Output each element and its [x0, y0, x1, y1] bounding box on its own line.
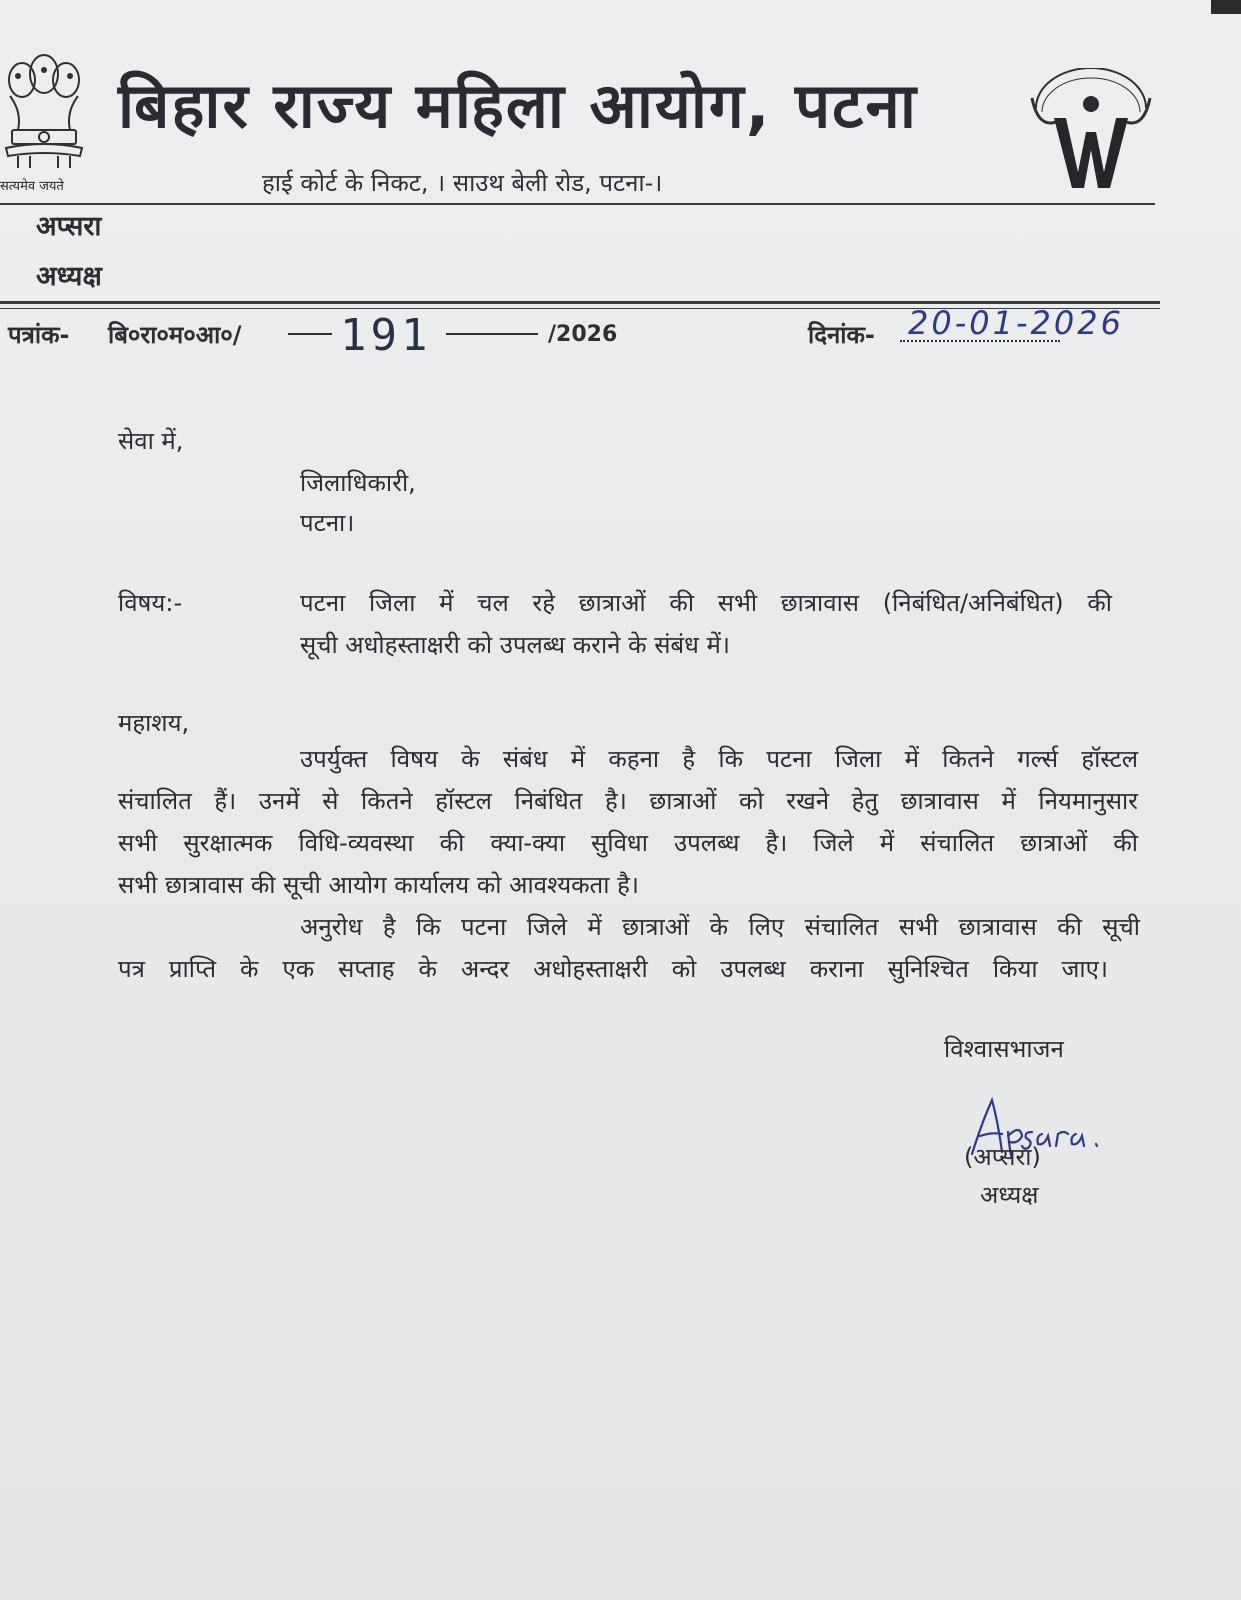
organization-title: बिहार राज्य महिला आयोग, पटना: [118, 69, 918, 142]
subject-label: विषय:-: [118, 589, 183, 617]
letterhead-divider: [0, 203, 1155, 205]
organization-address: हाई कोर्ट के निकट, । साउथ बेली रोड, पटना-।: [262, 169, 663, 197]
subject-line: पटना जिला में चल रहे छात्राओं की सभी छात्रावास (निबंधित/अनिबंधित) की: [300, 589, 1112, 617]
body-line: संचालित हैं। उनमें से कितने हॉस्टल निबंधित है। छात्राओं को रखने हेतु छात्रावास में नियमानुसार: [118, 787, 1138, 815]
date-label: दिनांक-: [808, 321, 875, 349]
date-value: 20-01-2026: [908, 304, 1124, 342]
reference-dash: [446, 333, 538, 335]
body-line: अनुरोध है कि पटना जिले में छात्राओं के लिए संचालित सभी छात्रावास की सूची: [300, 913, 1140, 941]
reference-prefix: बि०रा०म०आ०/: [108, 321, 242, 349]
signatory-name: (अप्सरा): [964, 1143, 1041, 1171]
body-line: उपर्युक्त विषय के संबंध में कहना है कि पटना जिला में कितने गर्ल्स हॉस्टल: [300, 745, 1138, 773]
reference-label: पत्रांक-: [8, 321, 70, 349]
valediction: विश्वासभाजन: [944, 1035, 1064, 1063]
chairperson-name: अप्सरा: [36, 211, 102, 242]
scan-edge: [1211, 0, 1241, 14]
reference-dash: [288, 333, 332, 335]
body-line: पत्र प्राप्ति के एक सप्ताह के अन्दर अधोहस्ताक्षरी को उपलब्ध कराना सुनिश्चित किया जाए।: [118, 955, 1108, 983]
emblem-motto: सत्यमेव जयते: [0, 179, 64, 194]
signatory-designation: अध्यक्ष: [980, 1181, 1039, 1209]
body-line: सभी छात्रावास की सूची आयोग कार्यालय को आवश्यकता है।: [118, 871, 639, 899]
addressee-place: पटना।: [300, 509, 355, 537]
salutation-to: सेवा में,: [118, 427, 184, 455]
reference-year: /2026: [548, 322, 618, 347]
addressee-designation: जिलाधिकारी,: [300, 469, 416, 497]
subject-line: सूची अधोहस्ताक्षरी को उपलब्ध कराने के संबंध में।: [300, 631, 730, 659]
reference-number: 191: [340, 310, 432, 361]
commission-logo-icon: [1028, 68, 1154, 194]
greeting: महाशय,: [118, 709, 190, 737]
body-line: सभी सुरक्षात्मक विधि-व्यवस्था की क्या-क्या सुविधा उपलब्ध है। जिले में संचालित छात्राओं की: [118, 829, 1138, 857]
chairperson-designation: अध्यक्ष: [36, 261, 102, 292]
